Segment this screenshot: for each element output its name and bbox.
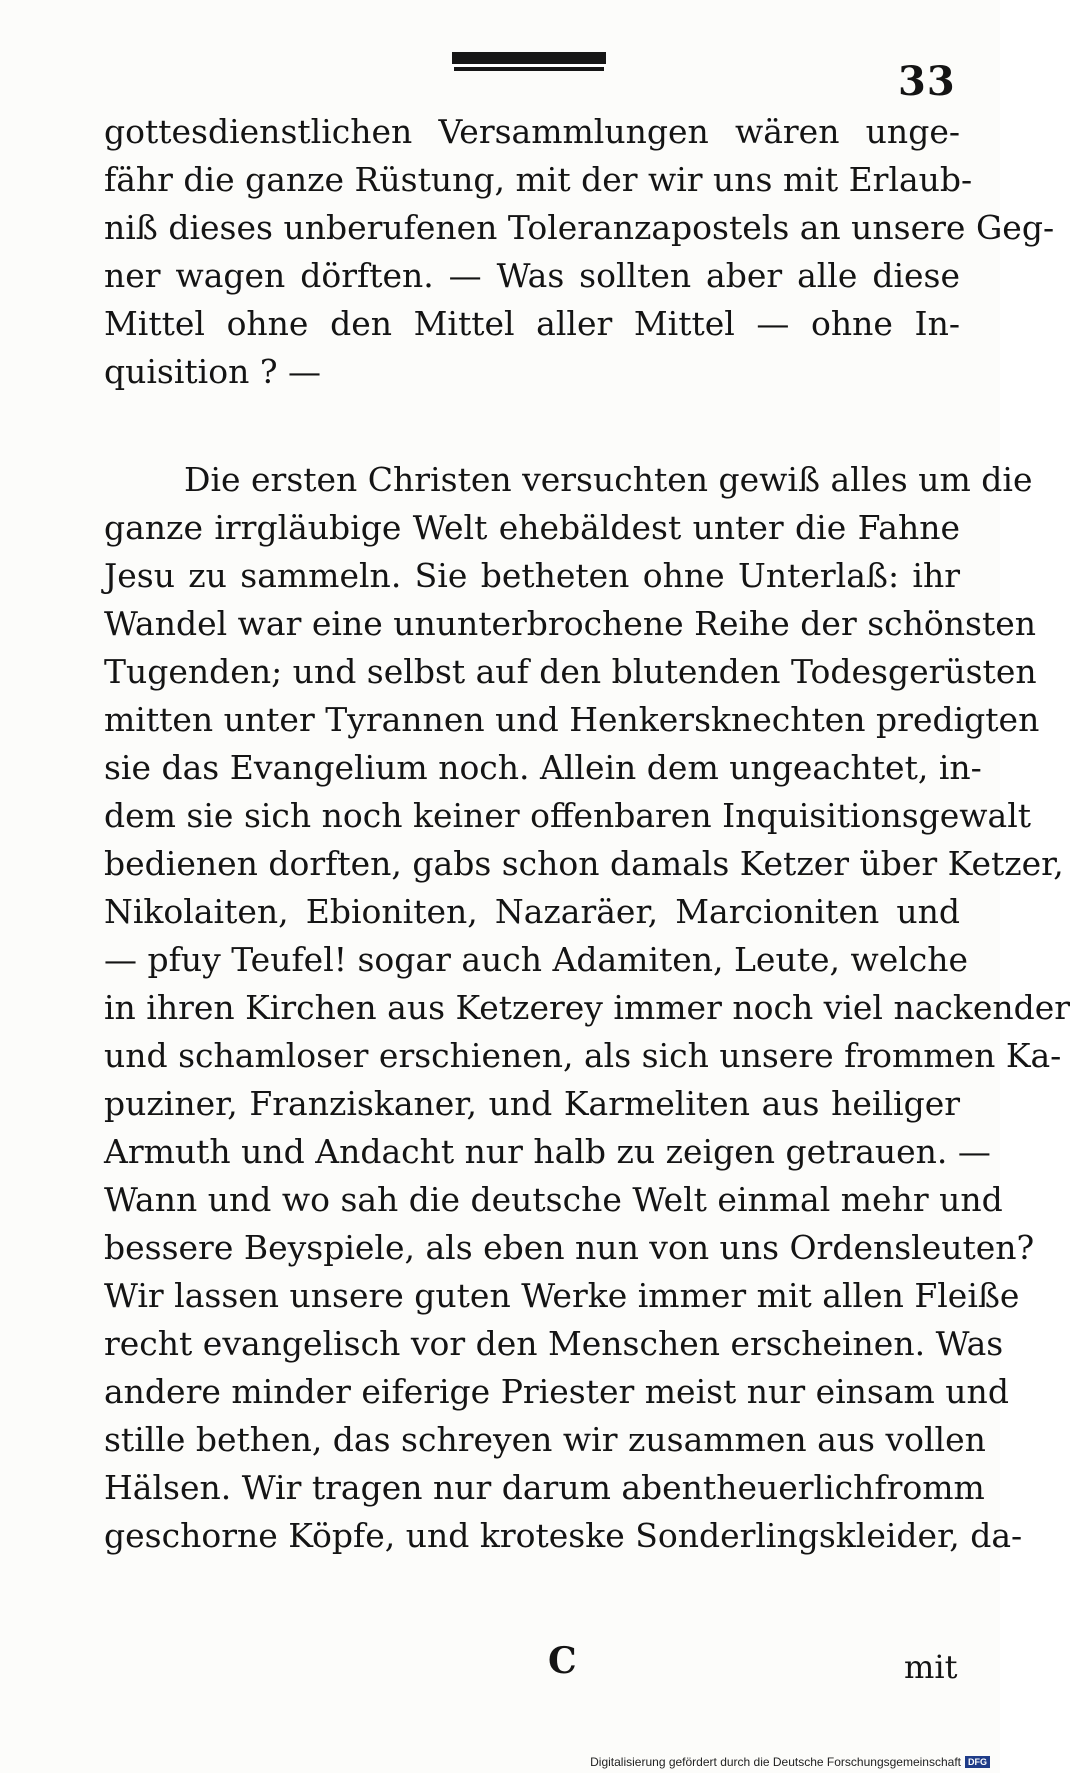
- digitization-footer: [590, 1755, 990, 1769]
- text-line: ner wagen dörften. — Was sollten aber alle diese: [104, 256, 960, 295]
- header-rule: [452, 52, 606, 67]
- text-line: fähr die ganze Rüstung, mit der wir uns mit Erlaub-: [104, 160, 973, 199]
- text-line: Jesu zu sammeln. Sie betheten ohne Unterlaß: ihr: [104, 556, 960, 595]
- text-line: dem sie sich noch keiner offenbaren Inquisitionsgewalt: [104, 796, 1032, 835]
- text-line: Die ersten Christen versuchten gewiß alles um die: [184, 460, 1033, 499]
- text-line: — pfuy Teufel! sogar auch Adamiten, Leute, welche: [104, 940, 969, 979]
- footer-note-text: Digitalisierung gefördert durch die Deutsche Forschungsgemeinschaft: [590, 1755, 961, 1769]
- text-line: Wir lassen unsere guten Werke immer mit allen Fleiße: [104, 1276, 1020, 1315]
- text-line: Wandel war eine ununterbrochene Reihe der schönsten: [104, 604, 1036, 643]
- catchword: mit: [904, 1648, 958, 1686]
- text-line: niß dieses unberufenen Toleranzapostels an unsere Geg-: [104, 208, 1055, 247]
- text-line: bessere Beyspiele, als eben nun von uns Ordensleuten?: [104, 1228, 1035, 1267]
- text-line: sie das Evangelium noch. Allein dem ungeachtet, in-: [104, 748, 982, 787]
- text-line: bedienen dorften, gabs schon damals Ketzer über Ketzer,: [104, 844, 1064, 883]
- text-line: quisition ? —: [104, 352, 322, 391]
- text-line: Mittel ohne den Mittel aller Mittel — ohne In-: [104, 304, 960, 343]
- text-line: und schamloser erschienen, als sich unsere frommen Ka-: [104, 1036, 1062, 1075]
- text-line: Nikolaiten, Ebioniten, Nazaräer, Marcioniten und: [104, 892, 960, 931]
- text-line: in ihren Kirchen aus Ketzerey immer noch viel nackender: [104, 988, 1070, 1027]
- body-text: [104, 108, 1070, 1560]
- paragraph-1: [104, 108, 1055, 396]
- text-line: recht evangelisch vor den Menschen erscheinen. Was: [104, 1324, 1004, 1363]
- signature-mark: C: [548, 1640, 577, 1682]
- text-line: mitten unter Tyrannen und Henkersknechten predigten: [104, 700, 1040, 739]
- text-line: geschorne Köpfe, und kroteske Sonderlingskleider, da-: [104, 1516, 1023, 1555]
- page-number: 33: [898, 58, 956, 105]
- text-line: andere minder eiferige Priester meist nur einsam und: [104, 1372, 1009, 1411]
- text-line: Wann und wo sah die deutsche Welt einmal mehr und: [104, 1180, 1003, 1219]
- text-line: gottesdienstlichen Versammlungen wären unge-: [104, 112, 960, 151]
- text-line: puziner, Franziskaner, und Karmeliten aus heiliger: [104, 1084, 960, 1123]
- text-line: stille bethen, das schreyen wir zusammen aus vollen: [104, 1420, 986, 1459]
- text-line: Hälsen. Wir tragen nur darum abentheuerlichfromm: [104, 1468, 985, 1507]
- paragraph-gap: [104, 396, 960, 456]
- text-line: Armuth und Andacht nur halb zu zeigen getrauen. —: [104, 1132, 991, 1171]
- text-line: Tugenden; und selbst auf den blutenden Todesgerüsten: [104, 652, 1037, 691]
- paragraph-2: [104, 456, 1070, 1560]
- text-line: ganze irrgläubige Welt ehebäldest unter die Fahne: [104, 508, 960, 547]
- dfg-logo-icon: DFG: [965, 1756, 990, 1768]
